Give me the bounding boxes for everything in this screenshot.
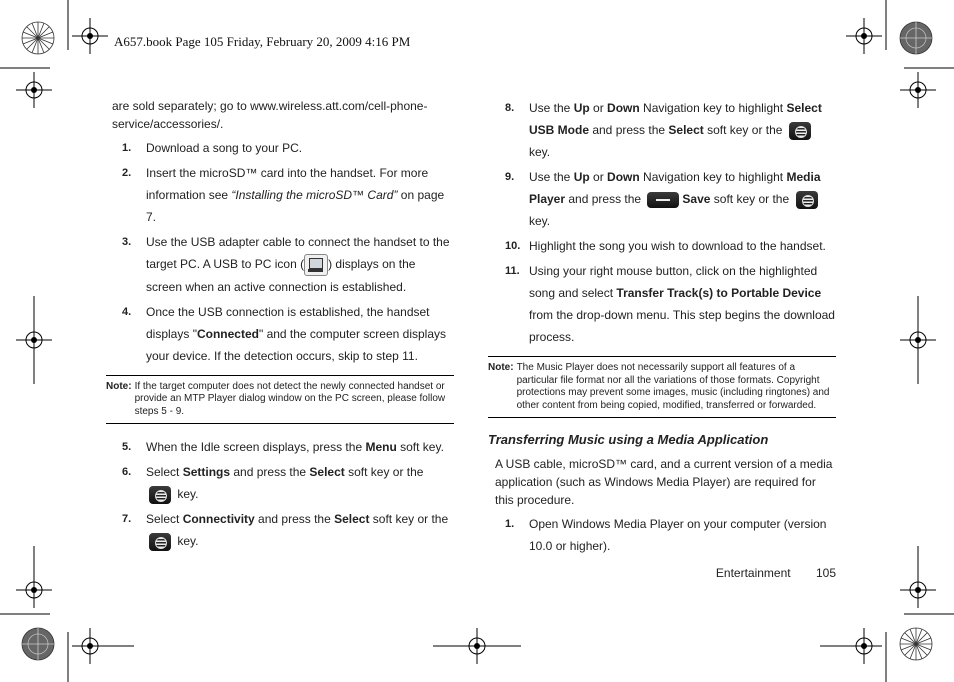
page-number: 105 xyxy=(815,566,836,580)
bold-term: Transfer Track(s) to Portable Device xyxy=(616,286,822,300)
bold-term: Settings xyxy=(182,465,231,480)
note-label: Note: xyxy=(488,362,514,373)
note-label: Note: xyxy=(106,380,132,392)
section-intro: A USB cable, microSD™ card, and a current version of a media application (such as Windows Media Player) are required for this procedure. xyxy=(495,457,833,507)
step-text: Select xyxy=(146,512,183,527)
step-text: Select xyxy=(146,465,183,480)
step-text: Use the xyxy=(529,101,574,115)
step-number: 4. xyxy=(122,305,132,318)
step-text: key. xyxy=(529,145,551,159)
step-text: from the drop-down menu. This step begins the download process. xyxy=(529,308,835,344)
right-column xyxy=(488,97,836,560)
step-number: 7. xyxy=(122,513,132,526)
step-text: Use the USB adapter cable to connect the handset to the target PC. A USB to PC icon ( xyxy=(146,235,450,271)
menu-key-icon xyxy=(796,191,818,209)
step-10 xyxy=(488,235,836,257)
step-number: 1. xyxy=(122,142,132,154)
step-number: 10. xyxy=(505,240,521,252)
step-text: key. xyxy=(529,214,551,228)
bold-term: Select USB Mode xyxy=(529,101,822,137)
step-text: and press the xyxy=(589,123,669,137)
bold-term: Select xyxy=(309,465,345,480)
bold-term: Save xyxy=(682,192,711,206)
step-number: 1. xyxy=(505,518,515,530)
step-text: Navigation key to highlight xyxy=(639,170,787,184)
step-text: Insert the microSD™ card into the handset. For more information see xyxy=(146,166,429,202)
step-text: Once the USB connection is established, the handset displays " xyxy=(146,304,430,341)
step-number: 6. xyxy=(122,466,132,479)
bold-term: Up xyxy=(573,170,590,184)
note-text: If the target computer does not detect the newly connected handset or provide an MTP Player dialog window on the PC screen, please follow steps 5 - 9. xyxy=(134,380,446,417)
bold-term: Connectivity xyxy=(182,512,255,527)
menu-key-icon xyxy=(149,486,171,504)
step-7 xyxy=(112,508,454,552)
step-3 xyxy=(112,231,454,298)
step-text: and press the xyxy=(565,192,645,206)
step-number: 2. xyxy=(122,167,132,179)
menu-key-icon xyxy=(149,533,171,551)
step-text: soft key or the xyxy=(703,123,786,137)
step-1 xyxy=(488,513,836,557)
step-text: When the Idle screen displays, press the xyxy=(146,440,366,455)
step-text: ) displays on the screen when an active connection is established. xyxy=(146,257,416,294)
menu-key-icon xyxy=(789,122,811,140)
step-text: key. xyxy=(174,487,199,502)
step-number: 8. xyxy=(505,102,515,114)
step-text: on page 7. xyxy=(146,188,445,224)
step-text: Using your right mouse button, click on the highlighted song and select xyxy=(529,264,818,300)
step-text: or xyxy=(589,101,608,115)
bold-term: Menu xyxy=(365,440,397,455)
step-6 xyxy=(112,461,454,505)
note-text: The Music Player does not necessarily support all features of a particular file format nor all the variations of those formats. Copyright protections may prevent some images, music (including ringtones) and other content from being copied, modified, transferred or forwarded. xyxy=(516,362,830,411)
bold-term: Down xyxy=(607,170,640,184)
step-text: or xyxy=(589,170,608,184)
bold-term: Select xyxy=(668,123,704,137)
cross-reference: “Installing the microSD™ Card” xyxy=(231,188,398,202)
bold-term: Connected xyxy=(196,326,259,341)
note-box xyxy=(106,375,454,425)
note-box xyxy=(488,356,836,418)
step-text: and press the xyxy=(230,465,310,480)
step-text: and press the xyxy=(254,512,335,527)
step-text: Use the xyxy=(529,170,574,184)
step-text: Download a song to your PC. xyxy=(146,141,303,155)
step-number: 5. xyxy=(122,441,132,454)
step-text: Navigation key to highlight xyxy=(639,101,787,115)
step-8 xyxy=(488,97,836,163)
left-column xyxy=(106,97,454,555)
step-text: Open Windows Media Player on your computer (version 10.0 or higher). xyxy=(529,517,827,553)
page-footer xyxy=(716,566,836,580)
step-2 xyxy=(112,162,454,228)
bold-term: Down xyxy=(607,101,640,115)
step-text: soft key or the xyxy=(710,192,793,206)
step-text: soft key or the xyxy=(369,512,449,527)
step-text: soft key or the xyxy=(344,465,424,480)
step-text: soft key. xyxy=(396,440,444,455)
step-text: " and the computer screen displays your device. If the detection occurs, skip to step 11. xyxy=(146,326,446,363)
step-11 xyxy=(488,260,836,348)
step-5 xyxy=(112,436,454,458)
step-4 xyxy=(112,301,454,367)
bold-term: Media Player xyxy=(529,170,821,206)
bold-term: Select xyxy=(334,512,370,527)
intro-paragraph: are sold separately; go to www.wireless.att.com/cell-phone-service/accessories/. xyxy=(112,99,428,131)
usb-to-pc-icon xyxy=(304,254,328,276)
footer-section-name: Entertainment xyxy=(715,566,791,580)
step-text: Highlight the song you wish to download to the handset. xyxy=(529,239,826,253)
step-number: 3. xyxy=(122,236,132,248)
section-heading: Transferring Music using a Media Application xyxy=(488,432,769,447)
bold-term: Up xyxy=(573,101,590,115)
step-number: 11. xyxy=(505,265,520,277)
left-soft-key-icon xyxy=(647,192,679,208)
step-9 xyxy=(488,166,836,232)
step-number: 9. xyxy=(505,171,515,183)
step-1 xyxy=(112,137,454,159)
step-text: key. xyxy=(174,534,199,549)
print-slug: A657.book Page 105 Friday, February 20, 2009 4:16 PM xyxy=(114,34,411,49)
